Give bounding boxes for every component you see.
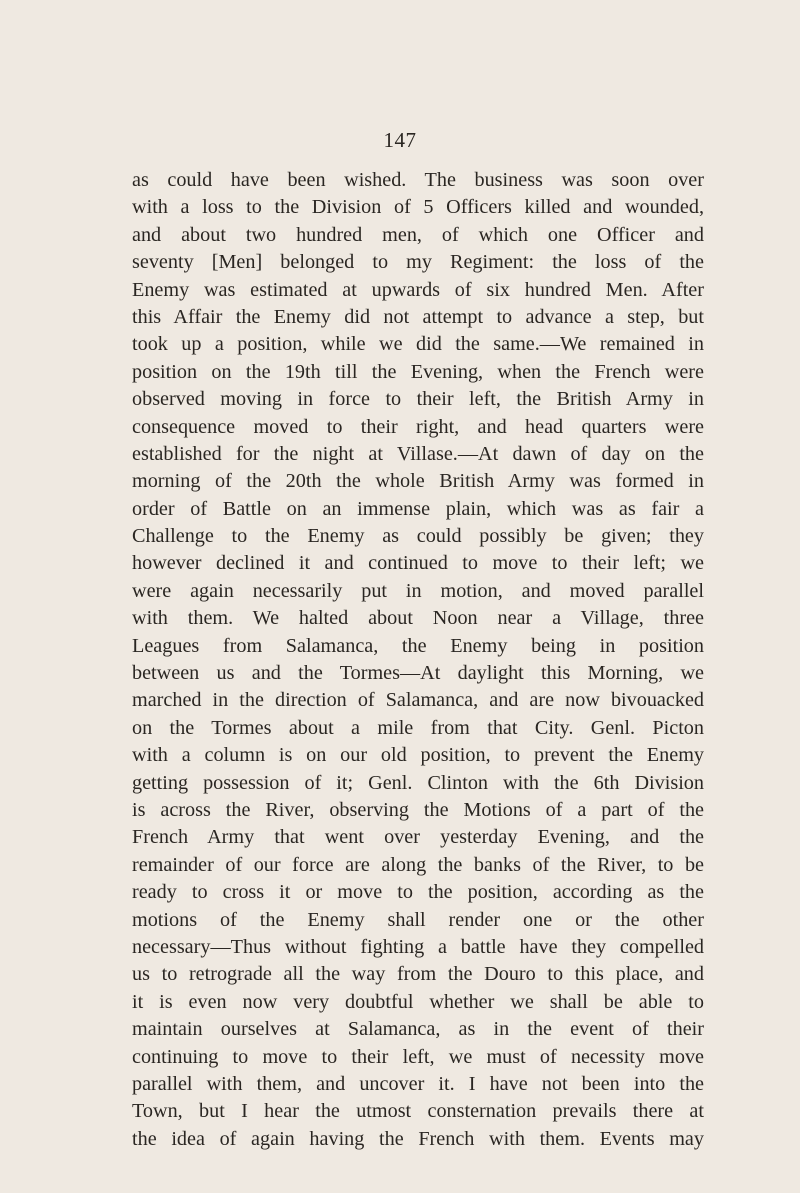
text-line: Challenge to the Enemy as could possibly be given; they	[132, 525, 704, 548]
text-line: maintain ourselves at Salamanca, as in the event of their	[132, 1018, 704, 1041]
text-line: marched in the direction of Salamanca, and are now bivouacked	[132, 689, 704, 712]
text-line: between us and the Tormes—At daylight this Morning, we	[132, 662, 704, 685]
text-line: on the Tormes about a mile from that City. Genl. Picton	[132, 716, 704, 739]
text-line: observed moving in force to their left, the British Army in	[132, 388, 704, 411]
text-line: with a column is on our old position, to prevent the Enemy	[132, 744, 704, 767]
text-line: the idea of again having the French with them. Events may	[132, 1127, 704, 1150]
text-line: seventy [Men] belonged to my Regiment: the loss of the	[132, 251, 704, 274]
text-line: were again necessarily put in motion, and moved parallel	[132, 579, 704, 602]
text-line: with them. We halted about Noon near a Village, three	[132, 607, 704, 630]
text-line: established for the night at Villase.—At dawn of day on the	[132, 442, 704, 465]
text-line: getting possession of it; Genl. Clinton with the 6th Division	[132, 771, 704, 794]
text-line: morning of the 20th the whole British Army was formed in	[132, 470, 704, 493]
text-line: this Affair the Enemy did not attempt to advance a step, but	[132, 305, 704, 328]
text-line: however declined it and continued to move to their left; we	[132, 552, 704, 575]
text-line: remainder of our force are along the banks of the River, to be	[132, 853, 704, 876]
text-line: with a loss to the Division of 5 Officers killed and wounded,	[132, 196, 704, 219]
text-line: Enemy was estimated at upwards of six hundred Men. After	[132, 278, 704, 301]
text-line: French Army that went over yesterday Evening, and the	[132, 826, 704, 849]
text-line: Leagues from Salamanca, the Enemy being in position	[132, 634, 704, 657]
text-line: it is even now very doubtful whether we shall be able to	[132, 990, 704, 1013]
text-line: us to retrograde all the way from the Douro to this place, and	[132, 963, 704, 986]
text-line: is across the River, observing the Motions of a part of the	[132, 798, 704, 821]
page-number: 147	[383, 128, 417, 152]
body-text	[132, 167, 704, 1153]
text-line: parallel with them, and uncover it. I have not been into the	[132, 1072, 704, 1095]
text-line: motions of the Enemy shall render one or the other	[132, 908, 704, 931]
text-line: took up a position, while we did the same.—We remained in	[132, 333, 704, 356]
text-line: necessary—Thus without fighting a battle have they compelled	[132, 935, 704, 958]
text-line: consequence moved to their right, and head quarters were	[132, 415, 704, 438]
text-line: position on the 19th till the Evening, when the French were	[132, 360, 704, 383]
text-line: order of Battle on an immense plain, which was as fair a	[132, 497, 704, 520]
text-line: continuing to move to their left, we must of necessity move	[132, 1045, 704, 1068]
text-line: and about two hundred men, of which one Officer and	[132, 223, 704, 246]
text-line: as could have been wished. The business was soon over	[132, 169, 704, 191]
text-line: Town, but I hear the utmost consternation prevails there at	[132, 1100, 704, 1123]
text-line: ready to cross it or move to the position, according as the	[132, 881, 704, 904]
